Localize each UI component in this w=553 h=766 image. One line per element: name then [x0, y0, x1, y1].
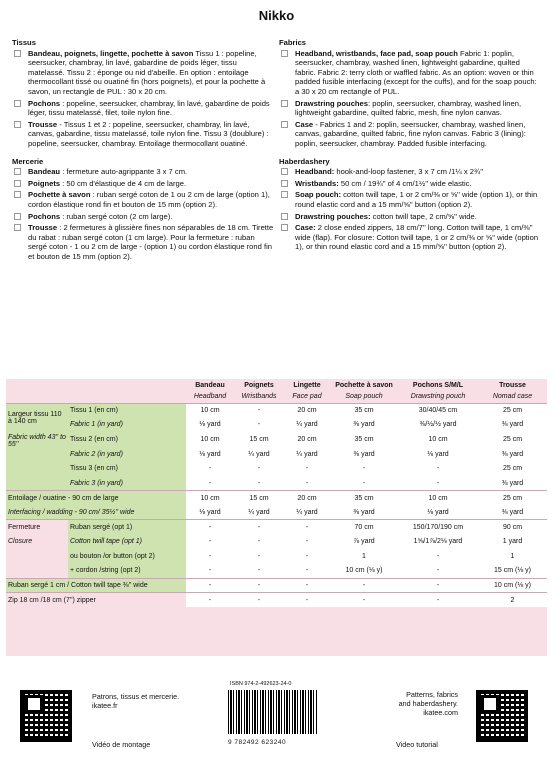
item-title: Poignets: [28, 178, 61, 188]
item-text: - Fabrics 1 and 2: poplin, seersucker, chambray, washed linen, canvas, gabardine, quilted fabric, fine nylon canvas. Fabric 3 (lining): poplin, seersucker, chambray. Padded fusible interfacing.: [295, 119, 526, 148]
table-cell: -: [284, 564, 330, 579]
table-row: [6, 432, 547, 447]
section-heading-mercerie: Mercerie: [12, 156, 44, 166]
barcode-digits: 9 782492 623240: [228, 739, 287, 746]
table-cell: ⅜ yard: [330, 505, 398, 520]
checkbox-icon[interactable]: [14, 121, 21, 128]
checklist-item: [279, 167, 541, 177]
table-cell: ⅜ yard: [330, 447, 398, 462]
checklist-item: [279, 223, 541, 252]
table-cell: 25 cm: [478, 403, 547, 418]
table-cell: ⅜ yard: [478, 418, 547, 433]
table-cell: 20 cm: [284, 403, 330, 418]
item-title: Drawstring pouches: [295, 98, 368, 108]
table-row: [6, 578, 547, 593]
table-cell: -: [186, 578, 234, 593]
table-cell: 20 cm: [284, 432, 330, 447]
item-text: 2 close ended zippers, 18 cm/7'' long. Cotton twill tape, 1 cm/⅜'' wide (flap). For closure: Cotton twill tape, 1 or 2 cm/⅜ or ⅝'' wide (option 1), or thin round elastic cord and a 15 mm/⅝'' button (option 2).: [295, 223, 539, 252]
column-header-en: Nomad case: [478, 391, 547, 403]
section-heading-tissus: Tissus: [12, 38, 36, 47]
table-cell: ⅜ yard: [478, 447, 547, 462]
item-text: : 50 cm d'élastique de 4 cm de large.: [60, 178, 187, 188]
table-cell: -: [330, 461, 398, 476]
table-cell: ⅜ yard: [478, 476, 547, 491]
table-cell: 15 cm: [234, 432, 284, 447]
table-row: [6, 491, 547, 506]
table-cell: ¼ yard: [284, 505, 330, 520]
table-cell: -: [234, 593, 284, 608]
tissus-list: [12, 49, 274, 149]
column-header-en: Face pad: [284, 391, 330, 403]
table-cell: 2: [478, 593, 547, 608]
item-title: Headband, wristbands, face pad, soap pouch: [295, 48, 458, 58]
item-title: Pochette à savon: [28, 190, 91, 200]
table-cell: -: [330, 593, 398, 608]
row-label: Tissu 2 (en cm): [68, 432, 186, 447]
right-column: [279, 38, 541, 254]
qr-code-left[interactable]: [20, 690, 72, 742]
checkbox-icon[interactable]: [281, 50, 288, 57]
item-text: Tissu 1 : popeline, seersucker, chambray, lin lavé, gabardine de poids léger, tissu matelassé. Tissu 2 : éponge ou nid d'abeille. En option : entoilage thermocollant tissé ou ouatiné fin (hors poignets), et pour la pochette à savon, un rectangle de PUL : 30 x 20 cm.: [28, 48, 266, 96]
table-cell: 10 cm: [186, 432, 234, 447]
table-cell: 10 cm: [186, 403, 234, 418]
item-text: hook-and-loop fastener, 3 x 7 cm /1¼ x 2¾'': [334, 167, 484, 177]
fabric-width-en: Fabric width 43'' to 55'': [6, 432, 68, 490]
table-cell: -: [186, 534, 234, 549]
table-row: [6, 549, 547, 564]
item-text: Fabric 1: poplin, seersucker, chambray, washed linen, lightweight gabardine, quilted fabric. Fabric 2: terry cloth or waffled fabric. As an option: woven or thin padded fusible interfacing (except for the cuffs), and for the soap pouch: a 30 x 20 cm rectangle of PUL.: [295, 48, 537, 96]
column-header: Pochette à savon: [335, 381, 393, 389]
table-cell: 25 cm: [478, 461, 547, 476]
table-cell: -: [284, 476, 330, 491]
table-cell: 15 cm (⅛ y): [478, 564, 547, 579]
table-cell: -: [284, 593, 330, 608]
table-cell: -: [234, 476, 284, 491]
row-label: Fabric 2 (in yard): [68, 447, 186, 462]
footer-right-text: [378, 690, 458, 717]
checkbox-icon[interactable]: [281, 191, 288, 198]
checklist-item: [279, 120, 541, 149]
table-cell: 20 cm: [284, 491, 330, 506]
fabric-width-fr: Largeur tissu 110 à 140 cm: [6, 403, 68, 432]
row-label: Ruban sergé (opt 1): [68, 520, 186, 535]
checkbox-icon[interactable]: [281, 168, 288, 175]
checklist-item: [279, 99, 541, 118]
haberdashery-list: [279, 167, 541, 252]
table-cell: -: [186, 564, 234, 579]
item-text: : popeline, seersucker, chambray, lin lavé, gabardine de poids léger, tissu matelassé, filet, toile nylon fine.: [28, 98, 270, 118]
table-cell: 1: [330, 549, 398, 564]
table-cell: -: [398, 476, 478, 491]
table-cell: -: [234, 564, 284, 579]
mercerie-list: [12, 167, 274, 261]
footer-left-line2: ikatee.fr: [92, 701, 118, 710]
table-cell: 10 cm (⅛ y): [330, 564, 398, 579]
row-label: Entoilage / ouatine - 90 cm de large: [6, 491, 186, 506]
table-cell: 35 cm: [330, 432, 398, 447]
row-label: Fabric 1 (in yard): [68, 418, 186, 433]
checklist-item: [12, 167, 274, 177]
section-heading-haberdashery: Haberdashery: [279, 156, 330, 166]
table-cell: -: [186, 520, 234, 535]
table-cell: -: [330, 578, 398, 593]
row-label: Ruban sergé 1 cm / Cotton twill tape ⅜'' wide: [6, 578, 186, 593]
table-cell: ⅜ yard: [330, 418, 398, 433]
table-cell: ⅛ yard: [186, 447, 234, 462]
item-title: Headband:: [295, 167, 335, 177]
item-text: : ruban sergé coton (2 cm large).: [60, 211, 173, 221]
fabrics-list: [279, 49, 541, 149]
page-title: Nikko: [258, 8, 295, 23]
item-text: cotton twill tape, 2 cm/⅝'' wide.: [370, 211, 477, 221]
checklist-item: [279, 49, 541, 97]
checklist-item: [12, 120, 274, 149]
footer-right-line3: ikatee.com: [423, 708, 458, 717]
table-cell: -: [186, 461, 234, 476]
checklist-item: [279, 179, 541, 189]
item-text: - Tissus 1 et 2 : popeline, seersucker, chambray, lin lavé, canvas, gabardine, tissu matelassé, toile nylon fine. Tissu 3 (doublure) : popeline, seersucker, chambray. Entoilage thermocollant ouatiné.: [28, 119, 269, 148]
checkbox-icon[interactable]: [14, 50, 21, 57]
item-text: : poplin, seersucker, chambray, washed linen, lightweight gabardine, quilted fabric, mesh, fine nylon canvas.: [295, 98, 522, 118]
row-label: Tissu 3 (en cm): [68, 461, 186, 476]
item-text: 50 cm / 19¾'' of 4 cm/1½'' wide elastic.: [338, 178, 472, 188]
column-header-en: Soap pouch: [330, 391, 398, 403]
row-label: Interfacing / wadding - 90 cm/ 35½'' wide: [6, 505, 186, 520]
table-cell: 10 cm: [398, 432, 478, 447]
row-label: + cordon /string (opt 2): [68, 564, 186, 579]
checkbox-icon[interactable]: [14, 224, 21, 231]
footer-left-video: Vidéo de montage: [92, 740, 151, 749]
table-cell: ¼ yard: [284, 447, 330, 462]
checklist-item: [12, 223, 274, 261]
checkbox-icon[interactable]: [281, 213, 288, 220]
table-cell: ⅞ yard: [330, 534, 398, 549]
checkbox-icon[interactable]: [14, 191, 21, 198]
row-label: Tissu 1 (en cm): [68, 403, 186, 418]
column-header: Poignets: [244, 381, 274, 389]
table-cell: -: [234, 461, 284, 476]
table-cell: 25 cm: [478, 432, 547, 447]
table-header-fr: [6, 379, 547, 391]
table-cell: ⅛ yard: [186, 418, 234, 433]
table-cell: -: [234, 520, 284, 535]
footer-right-line2: and haberdashery.: [398, 699, 458, 708]
column-header-en: Headband: [186, 391, 234, 403]
table-cell: 1: [478, 549, 547, 564]
table-cell: ⅜/½/½ yard: [398, 418, 478, 433]
column-header-en: Drawstring pouch: [398, 391, 478, 403]
item-title: Trousse: [28, 119, 58, 129]
table-cell: -: [284, 549, 330, 564]
checkbox-icon[interactable]: [14, 168, 21, 175]
table-cell: -: [398, 564, 478, 579]
item-title: Bandeau: [28, 167, 61, 177]
table-cell: 15 cm: [234, 491, 284, 506]
column-header: Trousse: [499, 381, 526, 389]
table-cell: 10 cm (⅛ y): [478, 578, 547, 593]
table-cell: ⅛ yard: [186, 505, 234, 520]
checklist-item: [12, 190, 274, 209]
checklist-item: [279, 190, 541, 209]
table-row: [6, 418, 547, 433]
table-row: [6, 564, 547, 579]
table-cell: 35 cm: [330, 491, 398, 506]
footer-right-line1: Patterns, fabrics: [406, 690, 458, 699]
footer: [0, 676, 553, 766]
table-cell: -: [398, 461, 478, 476]
item-text: cotton twill tape, 1 or 2 cm/⅜ or ⅝'' wide (option 1), or thin round elastic cord and a 15 mm/⅝'' button (option 2).: [295, 190, 538, 209]
footer-left-line1: Patrons, tissus et mercerie.: [92, 692, 180, 701]
row-label: ou bouton /or button (opt 2): [68, 549, 186, 564]
barcode: [228, 690, 318, 734]
item-text: : fermeture auto-agrippante 3 x 7 cm.: [60, 167, 188, 177]
table-cell: -: [234, 578, 284, 593]
table-cell: -: [234, 418, 284, 433]
table-cell: ¼ yard: [284, 418, 330, 433]
column-header: Lingette: [293, 381, 321, 389]
item-title: Drawstring pouches:: [295, 211, 371, 221]
checklist-item: [12, 179, 274, 189]
row-label: Fabric 3 (in yard): [68, 476, 186, 491]
item-title: Soap pouch:: [295, 190, 341, 200]
checkbox-icon[interactable]: [14, 180, 21, 187]
table-header-en: [6, 391, 547, 403]
table-cell: -: [284, 534, 330, 549]
item-title: Case:: [295, 223, 316, 233]
table-cell: 1⅝/1⅞/2⅛ yard: [398, 534, 478, 549]
closure-label-fr: Fermeture: [6, 520, 68, 535]
table-cell: 35 cm: [330, 403, 398, 418]
table-cell: 25 cm: [478, 491, 547, 506]
column-header-en: Wristbands: [234, 391, 284, 403]
table-cell: 10 cm: [398, 491, 478, 506]
column-header: Bandeau: [195, 381, 225, 389]
table-cell: -: [186, 549, 234, 564]
table-row: [6, 505, 547, 520]
item-title: Pochons: [28, 98, 61, 108]
item-text: : ruban sergé coton de 1 ou 2 cm de large (option 1), cordon élastique rond fin et bouton de 15 mm (option 2).: [28, 190, 270, 209]
table-cell: 10 cm: [186, 491, 234, 506]
isbn-text: ISBN 974-2-492623-24-0: [230, 681, 292, 687]
row-label: Cotton twill tape (opt 1): [68, 534, 186, 549]
table-cell: ¼ yard: [234, 505, 284, 520]
table-row: [6, 593, 547, 608]
table-cell: -: [284, 461, 330, 476]
table-row: [6, 520, 547, 535]
table-cell: -: [186, 593, 234, 608]
table-row: [6, 461, 547, 476]
table-cell: 1 yard: [478, 534, 547, 549]
item-title: Trousse: [28, 223, 58, 233]
table-cell: -: [398, 549, 478, 564]
table-cell: 30/40/45 cm: [398, 403, 478, 418]
row-label: Zip 18 cm /18 cm (7'') zipper: [6, 593, 186, 608]
table-cell: ⅛ yard: [398, 447, 478, 462]
table-cell: ¼ yard: [234, 447, 284, 462]
checkbox-icon[interactable]: [281, 180, 288, 187]
qr-code-right[interactable]: [476, 690, 528, 742]
table-cell: -: [284, 578, 330, 593]
item-title: Pochons: [28, 211, 61, 221]
table-row: [6, 476, 547, 491]
table-cell: -: [284, 520, 330, 535]
table-cell: -: [330, 476, 398, 491]
requirements-table: [6, 379, 547, 656]
checklist-item: [12, 212, 274, 222]
checkbox-icon[interactable]: [14, 213, 21, 220]
item-title: Bandeau, poignets, lingette, pochette à savon: [28, 48, 194, 58]
left-column: [12, 38, 274, 263]
table-row: [6, 447, 547, 462]
table-cell: -: [234, 549, 284, 564]
checkbox-icon[interactable]: [14, 100, 21, 107]
table-row: [6, 534, 547, 549]
footer-left-text: [92, 692, 179, 710]
column-header: Pochons S/M/L: [412, 381, 464, 389]
table-cell: 150/170/190 cm: [398, 520, 478, 535]
checkbox-icon[interactable]: [281, 121, 288, 128]
item-text: : 2 fermetures à glissière fines non séparables de 18 cm. Tirette du rabat : ruban sergé coton (1 cm large). Pour la fermeture : ruban sergé coton - 1 ou 2 cm de large - (option 1) ou cordon élastique rond fin et bouton de 15 mm (option 2).: [28, 223, 274, 261]
table-cell: ⅛ yard: [398, 505, 478, 520]
checkbox-icon[interactable]: [281, 100, 288, 107]
table-cell: -: [186, 476, 234, 491]
checklist-item: [12, 49, 274, 97]
closure-label-en: Closure: [8, 538, 33, 546]
table-cell: -: [234, 403, 284, 418]
checkbox-icon[interactable]: [281, 224, 288, 231]
checklist-item: [12, 99, 274, 118]
table-cell: ⅜ yard: [478, 505, 547, 520]
item-title: Wristbands:: [295, 178, 339, 188]
footer-right-video: Video tutorial: [396, 740, 438, 749]
section-heading-fabrics: Fabrics: [279, 38, 307, 47]
table-cell: -: [234, 534, 284, 549]
table-cell: -: [398, 578, 478, 593]
table-cell: 90 cm: [478, 520, 547, 535]
item-title: Case: [295, 119, 314, 129]
table-row: [6, 403, 547, 418]
table-cell: -: [398, 593, 478, 608]
table-cell: 70 cm: [330, 520, 398, 535]
checklist-item: [279, 212, 541, 222]
